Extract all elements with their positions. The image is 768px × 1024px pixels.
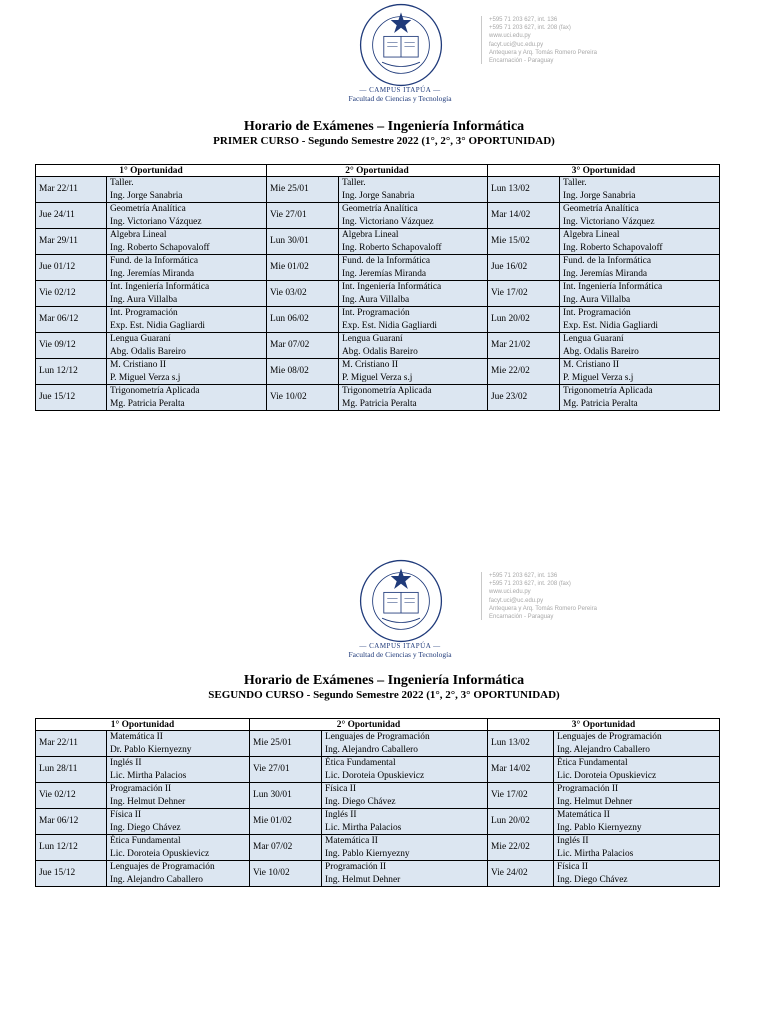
exam-date-cell: Vie 02/12 bbox=[36, 783, 107, 809]
subject-name: Ética Fundamental bbox=[325, 758, 396, 768]
subject-cell bbox=[107, 333, 267, 359]
exam-date-cell: Vie 10/02 bbox=[250, 861, 322, 887]
professor-name: Ing. Pablo Kiernyezny bbox=[325, 848, 410, 859]
subject-cell bbox=[554, 809, 720, 835]
exam-date-cell: Vie 03/02 bbox=[267, 281, 339, 307]
subject-name: Geometría Analítica bbox=[342, 204, 418, 214]
subject-cell bbox=[560, 385, 720, 411]
professor-name: P. Miguel Verza s.j bbox=[110, 372, 181, 383]
exam-date-cell: Lun 20/02 bbox=[488, 809, 554, 835]
exam-date-cell: Lun 20/02 bbox=[488, 307, 560, 333]
exam-date-cell: Mar 07/02 bbox=[267, 333, 339, 359]
contact-line: facyt.uci@uc.edu.py bbox=[489, 597, 544, 604]
contact-line: +595 71 203 627, int. 136 bbox=[489, 17, 558, 23]
subject-name: Taller. bbox=[563, 178, 587, 188]
professor-name: Abg. Odalis Bareiro bbox=[342, 346, 418, 357]
table-row bbox=[36, 333, 720, 359]
subject-name: M. Cristiano II bbox=[342, 360, 398, 370]
faculty-label: Facultad de Ciencias y Tecnología bbox=[348, 94, 452, 103]
table-row bbox=[36, 307, 720, 333]
subject-cell bbox=[107, 809, 250, 835]
subject-name: Matemática II bbox=[557, 810, 610, 820]
exam-date-cell: Lun 06/02 bbox=[267, 307, 339, 333]
subject-cell bbox=[107, 281, 267, 307]
exam-date-cell: Jue 24/11 bbox=[36, 203, 107, 229]
subject-cell bbox=[339, 333, 488, 359]
subject-cell bbox=[554, 731, 720, 757]
exam-date-cell: Mie 01/02 bbox=[267, 255, 339, 281]
subject-cell bbox=[322, 835, 488, 861]
subject-cell bbox=[107, 307, 267, 333]
subject-name: Fund. de la Informática bbox=[342, 256, 430, 266]
letterhead-2: — CAMPUS ITAPÚA — Facultad de Ciencias y Tecnología +595 71 203 627, int. 136 +595 71 203 627, int. 208 (fax) www.uci.edu.py facyt.uci@uc.edu.py Antequera y Arq. Tomás Romero Pereira Encarnación - Paraguay bbox=[0, 556, 768, 656]
exam-date-cell: Mie 22/02 bbox=[488, 835, 554, 861]
column-header: 3° Oportunidad bbox=[488, 719, 720, 731]
exam-date-cell: Mar 07/02 bbox=[250, 835, 322, 861]
contact-line: Encarnación - Paraguay bbox=[489, 58, 554, 65]
subject-name: Lenguajes de Programación bbox=[325, 732, 430, 742]
contact-line: +595 71 203 627, int. 208 (fax) bbox=[489, 25, 571, 32]
contact-line: www.uci.edu.py bbox=[489, 33, 531, 40]
professor-name: Ing. Jeremías Miranda bbox=[110, 268, 195, 279]
subject-name: M. Cristiano II bbox=[563, 360, 619, 370]
subject-cell bbox=[560, 359, 720, 385]
exam-date-cell: Vie 24/02 bbox=[488, 861, 554, 887]
header-divider bbox=[481, 572, 482, 620]
column-header: 1° Oportunidad bbox=[36, 719, 250, 731]
document-title: Horario de Exámenes – Ingeniería Informática bbox=[243, 119, 525, 134]
subject-cell bbox=[339, 203, 488, 229]
university-seal-logo bbox=[358, 558, 444, 644]
subject-cell bbox=[339, 255, 488, 281]
subject-cell bbox=[107, 861, 250, 887]
subject-name: Lengua Guaraní bbox=[110, 334, 171, 344]
subject-name: Geometría Analítica bbox=[563, 204, 639, 214]
professor-name: Ing. Helmut Dehner bbox=[557, 796, 633, 807]
subject-name: Lenguajes de Programación bbox=[110, 862, 215, 872]
header-divider bbox=[481, 16, 482, 64]
contact-block bbox=[489, 572, 597, 621]
exam-date-cell: Lun 30/01 bbox=[250, 783, 322, 809]
subject-cell bbox=[339, 281, 488, 307]
subject-cell bbox=[560, 177, 720, 203]
table-row bbox=[36, 385, 720, 411]
subject-name: Algebra Lineal bbox=[342, 230, 399, 240]
professor-name: P. Miguel Verza s.j bbox=[342, 372, 413, 383]
schedule-table-segundo-curso bbox=[35, 718, 720, 887]
professor-name: Ing. Roberto Schapovaloff bbox=[110, 242, 210, 253]
professor-name: Ing. Jeremías Miranda bbox=[342, 268, 427, 279]
professor-name: Ing. Roberto Schapovaloff bbox=[342, 242, 442, 253]
professor-name: Ing. Jeremías Miranda bbox=[563, 268, 648, 279]
exam-date-cell: Jue 01/12 bbox=[36, 255, 107, 281]
exam-date-cell: Mar 14/02 bbox=[488, 203, 560, 229]
subject-cell bbox=[107, 385, 267, 411]
professor-name: Lic. Doroteia Opuskievicz bbox=[325, 770, 425, 781]
subject-cell bbox=[322, 809, 488, 835]
column-header: 3° Oportunidad bbox=[488, 165, 720, 177]
document-subtitle: PRIMER CURSO - Segundo Semestre 2022 (1°, 2°, 3° OPORTUNIDAD) bbox=[213, 135, 555, 147]
subject-name: Ética Fundamental bbox=[557, 758, 628, 768]
exam-date-cell: Mie 22/02 bbox=[488, 359, 560, 385]
professor-name: Ing. Alejandro Caballero bbox=[110, 874, 203, 885]
professor-name: Ing. Victoriano Vázquez bbox=[563, 216, 655, 227]
subject-name: M. Cristiano II bbox=[110, 360, 166, 370]
letterhead-1: — CAMPUS ITAPÚA — Facultad de Ciencias y Tecnología +595 71 203 627, int. 136 +595 71 203 627, int. 208 (fax) www.uci.edu.py facyt.uci@uc.edu.py Antequera y Arq. Tomás Romero Pereira Encarnación - Paraguay bbox=[0, 0, 768, 100]
subject-cell bbox=[322, 731, 488, 757]
subject-name: Int. Programación bbox=[563, 308, 631, 318]
subject-name: Programación II bbox=[325, 862, 387, 872]
exam-date-cell: Mar 29/11 bbox=[36, 229, 107, 255]
exam-date-cell: Mar 14/02 bbox=[488, 757, 554, 783]
subject-cell bbox=[107, 255, 267, 281]
column-header: 1° Oportunidad bbox=[36, 165, 267, 177]
campus-label: CAMPUS ITAPÚA bbox=[369, 86, 431, 94]
subject-cell bbox=[554, 861, 720, 887]
professor-name: Lic. Mirtha Palacios bbox=[325, 822, 402, 833]
subject-name: Física II bbox=[325, 784, 356, 794]
exam-date-cell: Jue 23/02 bbox=[488, 385, 560, 411]
professor-name: Ing. Aura Villalba bbox=[563, 294, 631, 305]
exam-date-cell: Mie 01/02 bbox=[250, 809, 322, 835]
subject-cell bbox=[339, 385, 488, 411]
professor-name: Ing. Alejandro Caballero bbox=[325, 744, 418, 755]
table-header-row bbox=[36, 165, 720, 177]
subject-name: Programación II bbox=[557, 784, 619, 794]
contact-line: Encarnación - Paraguay bbox=[489, 614, 554, 621]
subject-cell bbox=[107, 783, 250, 809]
subject-name: Física II bbox=[110, 810, 141, 820]
exam-date-cell: Mar 22/11 bbox=[36, 177, 107, 203]
subject-cell bbox=[560, 255, 720, 281]
exam-date-cell: Lun 12/12 bbox=[36, 835, 107, 861]
exam-date-cell: Mar 21/02 bbox=[488, 333, 560, 359]
schedule-table-primer-curso bbox=[35, 164, 720, 411]
exam-date-cell: Lun 30/01 bbox=[267, 229, 339, 255]
subject-cell bbox=[339, 177, 488, 203]
campus-label: CAMPUS ITAPÚA bbox=[369, 642, 431, 650]
exam-date-cell: Mar 06/12 bbox=[36, 809, 107, 835]
table-row bbox=[36, 203, 720, 229]
subject-cell bbox=[322, 861, 488, 887]
professor-name: Dr. Pablo Kiernyezny bbox=[110, 744, 192, 755]
subject-cell bbox=[554, 783, 720, 809]
contact-block bbox=[489, 16, 597, 65]
exam-date-cell: Vie 10/02 bbox=[267, 385, 339, 411]
exam-date-cell: Vie 09/12 bbox=[36, 333, 107, 359]
professor-name: Ing. Aura Villalba bbox=[342, 294, 410, 305]
document-title: Horario de Exámenes – Ingeniería Informática bbox=[243, 673, 525, 688]
professor-name: Ing. Diego Chávez bbox=[557, 874, 628, 885]
professor-name: Lic. Doroteia Opuskievicz bbox=[557, 770, 657, 781]
document-subtitle: SEGUNDO CURSO - Segundo Semestre 2022 (1°, 2°, 3° OPORTUNIDAD) bbox=[208, 689, 560, 701]
professor-name: Ing. Victoriano Vázquez bbox=[342, 216, 434, 227]
subject-name: Fund. de la Informática bbox=[563, 256, 651, 266]
subject-cell bbox=[107, 229, 267, 255]
subject-cell bbox=[107, 359, 267, 385]
exam-date-cell: Lun 28/11 bbox=[36, 757, 107, 783]
exam-date-cell: Jue 15/12 bbox=[36, 861, 107, 887]
subject-name: Algebra Lineal bbox=[110, 230, 167, 240]
professor-name: Ing. Aura Villalba bbox=[110, 294, 178, 305]
exam-date-cell: Mie 25/01 bbox=[267, 177, 339, 203]
exam-date-cell: Lun 13/02 bbox=[488, 177, 560, 203]
column-header: 2° Oportunidad bbox=[267, 165, 488, 177]
subject-name: Algebra Lineal bbox=[563, 230, 620, 240]
subject-name: Taller. bbox=[110, 178, 134, 188]
subject-cell bbox=[560, 203, 720, 229]
subject-cell bbox=[107, 757, 250, 783]
professor-name: Ing. Jorge Sanabria bbox=[342, 190, 415, 201]
contact-line: +595 71 203 627, int. 208 (fax) bbox=[489, 581, 571, 588]
professor-name: Mg. Patricia Peralta bbox=[342, 398, 417, 409]
table-row bbox=[36, 809, 720, 835]
table-row bbox=[36, 255, 720, 281]
professor-name: Ing. Roberto Schapovaloff bbox=[563, 242, 663, 253]
subject-cell bbox=[560, 307, 720, 333]
professor-name: Abg. Odalis Bareiro bbox=[110, 346, 186, 357]
contact-line: +595 71 203 627, int. 136 bbox=[489, 573, 558, 579]
table-row bbox=[36, 757, 720, 783]
exam-date-cell: Vie 27/01 bbox=[250, 757, 322, 783]
professor-name: Ing. Diego Chávez bbox=[110, 822, 181, 833]
table-row bbox=[36, 281, 720, 307]
subject-name: Trigonometría Aplicada bbox=[342, 386, 432, 396]
professor-name: Ing. Alejandro Caballero bbox=[557, 744, 650, 755]
subject-cell bbox=[107, 731, 250, 757]
faculty-label: Facultad de Ciencias y Tecnología bbox=[348, 650, 452, 659]
exam-date-cell: Mar 06/12 bbox=[36, 307, 107, 333]
professor-name: Lic. Mirtha Palacios bbox=[110, 770, 187, 781]
table-row bbox=[36, 229, 720, 255]
subject-cell bbox=[107, 177, 267, 203]
subject-name: Fund. de la Informática bbox=[110, 256, 198, 266]
subject-cell bbox=[339, 229, 488, 255]
professor-name: Mg. Patricia Peralta bbox=[110, 398, 185, 409]
subject-cell bbox=[560, 281, 720, 307]
exam-date-cell: Mar 22/11 bbox=[36, 731, 107, 757]
subject-name: Lengua Guaraní bbox=[342, 334, 403, 344]
professor-name: Exp. Est. Nidia Gagliardi bbox=[563, 320, 659, 331]
subject-name: Int. Programación bbox=[110, 308, 178, 318]
subject-name: Inglés II bbox=[325, 810, 357, 820]
subject-name: Inglés II bbox=[557, 836, 589, 846]
professor-name: Ing. Helmut Dehner bbox=[110, 796, 186, 807]
exam-date-cell: Jue 16/02 bbox=[488, 255, 560, 281]
table-row bbox=[36, 783, 720, 809]
professor-name: Ing. Jorge Sanabria bbox=[110, 190, 183, 201]
exam-date-cell: Lun 12/12 bbox=[36, 359, 107, 385]
exam-date-cell: Vie 27/01 bbox=[267, 203, 339, 229]
exam-date-cell: Vie 17/02 bbox=[488, 281, 560, 307]
subject-cell bbox=[560, 229, 720, 255]
subject-cell bbox=[107, 203, 267, 229]
subject-name: Lengua Guaraní bbox=[563, 334, 624, 344]
exam-date-cell: Lun 13/02 bbox=[488, 731, 554, 757]
contact-line: facyt.uci@uc.edu.py bbox=[489, 41, 544, 48]
table-header-row bbox=[36, 719, 720, 731]
table-row bbox=[36, 835, 720, 861]
table-row bbox=[36, 177, 720, 203]
subject-name: Programación II bbox=[110, 784, 172, 794]
contact-line: Antequera y Arq. Tomás Romero Pereira bbox=[489, 605, 597, 612]
subject-cell bbox=[339, 359, 488, 385]
exam-date-cell: Vie 17/02 bbox=[488, 783, 554, 809]
subject-name: Int. Ingeniería Informática bbox=[110, 282, 210, 292]
professor-name: Ing. Helmut Dehner bbox=[325, 874, 401, 885]
subject-name: Int. Programación bbox=[342, 308, 410, 318]
subject-name: Int. Ingeniería Informática bbox=[342, 282, 442, 292]
subject-name: Inglés II bbox=[110, 758, 142, 768]
subject-name: Ética Fundamental bbox=[110, 836, 181, 846]
subject-name: Taller. bbox=[342, 178, 366, 188]
contact-line: Antequera y Arq. Tomás Romero Pereira bbox=[489, 49, 597, 56]
subject-cell bbox=[107, 835, 250, 861]
professor-name: Exp. Est. Nidia Gagliardi bbox=[110, 320, 206, 331]
subject-cell bbox=[560, 333, 720, 359]
professor-name: Ing. Victoriano Vázquez bbox=[110, 216, 202, 227]
table-row bbox=[36, 861, 720, 887]
contact-line: www.uci.edu.py bbox=[489, 589, 531, 596]
exam-date-cell: Vie 02/12 bbox=[36, 281, 107, 307]
professor-name: Lic. Mirtha Palacios bbox=[557, 848, 634, 859]
exam-date-cell: Mie 25/01 bbox=[250, 731, 322, 757]
subject-cell bbox=[322, 783, 488, 809]
professor-name: Lic. Doroteia Opuskievicz bbox=[110, 848, 210, 859]
subject-name: Matemática II bbox=[110, 732, 163, 742]
subject-name: Int. Ingeniería Informática bbox=[563, 282, 663, 292]
professor-name: Exp. Est. Nidia Gagliardi bbox=[342, 320, 438, 331]
professor-name: Mg. Patricia Peralta bbox=[563, 398, 638, 409]
professor-name: P. Miguel Verza s.j bbox=[563, 372, 634, 383]
professor-name: Ing. Pablo Kiernyezny bbox=[557, 822, 642, 833]
exam-date-cell: Mie 15/02 bbox=[488, 229, 560, 255]
table-row bbox=[36, 359, 720, 385]
subject-name: Física II bbox=[557, 862, 588, 872]
professor-name: Ing. Diego Chávez bbox=[325, 796, 396, 807]
column-header: 2° Oportunidad bbox=[250, 719, 488, 731]
professor-name: Ing. Jorge Sanabria bbox=[563, 190, 636, 201]
subject-cell bbox=[322, 757, 488, 783]
exam-date-cell: Jue 15/12 bbox=[36, 385, 107, 411]
subject-name: Geometría Analítica bbox=[110, 204, 186, 214]
professor-name: Abg. Odalis Bareiro bbox=[563, 346, 639, 357]
subject-cell bbox=[554, 757, 720, 783]
subject-name: Trigonometría Aplicada bbox=[110, 386, 200, 396]
subject-name: Lenguajes de Programación bbox=[557, 732, 662, 742]
exam-date-cell: Mie 08/02 bbox=[267, 359, 339, 385]
subject-cell bbox=[554, 835, 720, 861]
table-row bbox=[36, 731, 720, 757]
subject-name: Trigonometría Aplicada bbox=[563, 386, 653, 396]
subject-name: Matemática II bbox=[325, 836, 378, 846]
university-seal-logo bbox=[358, 2, 444, 88]
subject-cell bbox=[339, 307, 488, 333]
